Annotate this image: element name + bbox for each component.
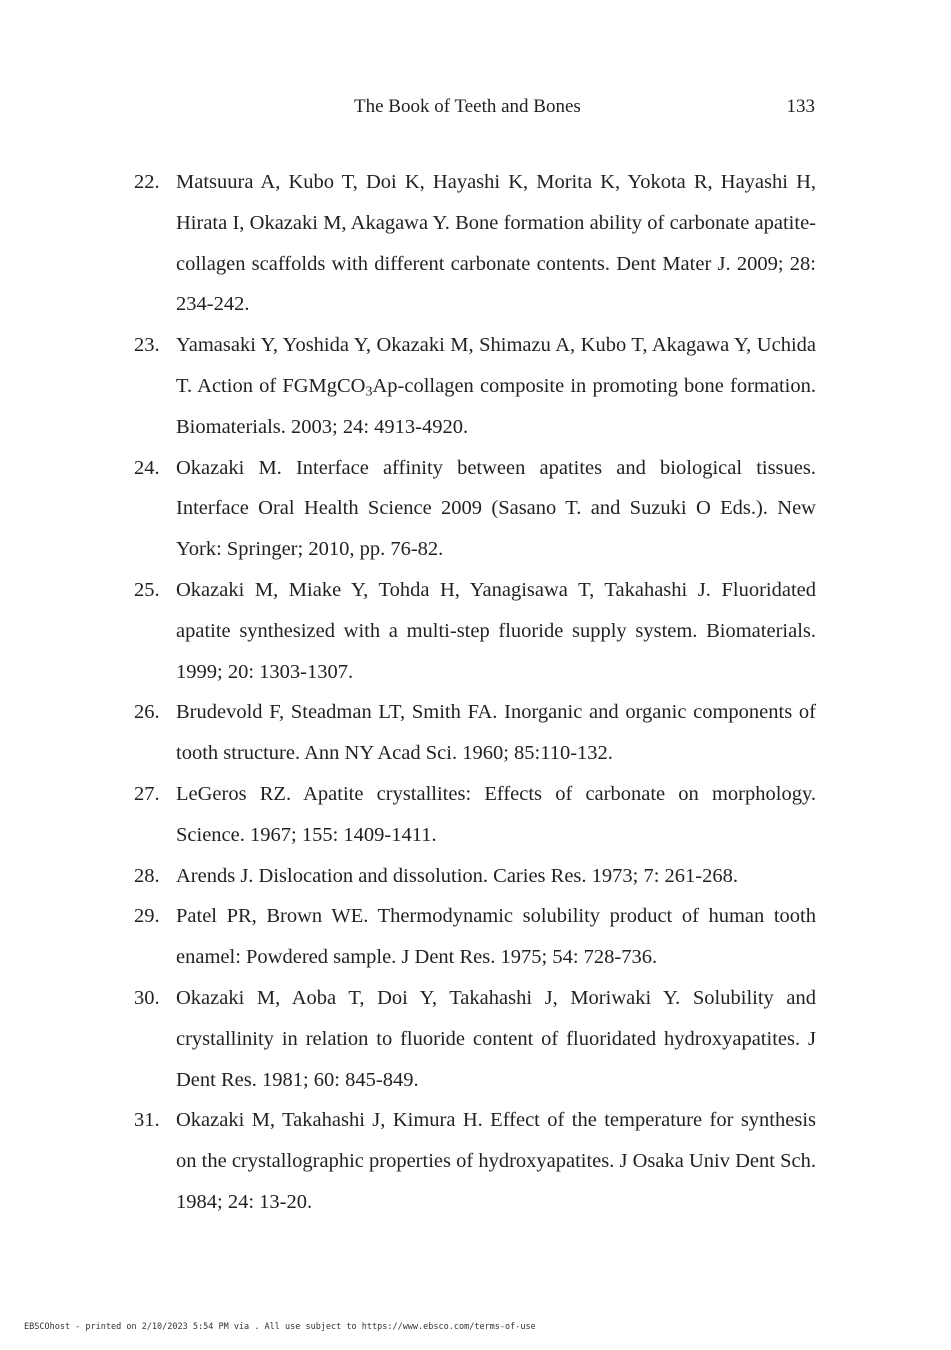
print-footer: EBSCOhost - printed on 2/10/2023 5:54 PM via . All use subject to https://www.ebsco.com/terms-of-use bbox=[24, 1322, 536, 1332]
reference-item bbox=[134, 978, 816, 1100]
reference-item bbox=[134, 448, 816, 570]
reference-text: Okazaki M, Aoba T, Doi Y, Takahashi J, Moriwaki Y. Solubility and crystallinity in relation to fluoride content of fluoridated hydroxyapatites. J Dent Res. 1981; 60: 845-849. bbox=[176, 986, 816, 1091]
page-number: 133 bbox=[786, 96, 815, 117]
reference-item bbox=[134, 774, 816, 856]
reference-number: 25. bbox=[134, 578, 160, 601]
reference-number: 23. bbox=[134, 334, 160, 357]
reference-item bbox=[134, 856, 816, 897]
reference-item bbox=[134, 896, 816, 978]
reference-text: Matsuura A, Kubo T, Doi K, Hayashi K, Morita K, Yokota R, Hayashi H, Hirata I, Okazaki M, Akagawa Y. Bone formation ability of carbonate apatite-collagen scaffolds with different carbonate contents. Dent Mater J. 2009; 28: 234-242. bbox=[176, 171, 816, 316]
running-header bbox=[0, 96, 951, 124]
reference-item bbox=[134, 1100, 816, 1222]
reference-item bbox=[134, 325, 816, 447]
reference-text bbox=[176, 325, 816, 447]
reference-text-part: Ap-collagen composite in promoting bone formation. Biomaterials. 2003; 24: 4913-4920. bbox=[176, 374, 816, 438]
reference-text: Arends J. Dislocation and dissolution. Caries Res. 1973; 7: 261-268. bbox=[176, 864, 738, 887]
reference-number: 22. bbox=[134, 171, 160, 193]
reference-number: 29. bbox=[134, 905, 160, 928]
book-title: The Book of Teeth and Bones bbox=[354, 96, 581, 117]
reference-list bbox=[134, 162, 816, 1223]
reference-number: 26. bbox=[134, 701, 160, 724]
reference-text: Patel PR, Brown WE. Thermodynamic solubility product of human tooth enamel: Powdered sample. J Dent Res. 1975; 54: 728-736. bbox=[176, 905, 816, 969]
reference-number: 27. bbox=[134, 782, 160, 805]
reference-text-part: Yamasaki Y, Yoshida Y, Okazaki M, Shimazu A, Kubo T, Akagawa Y, Uchida T. Action of FGMgCO bbox=[176, 334, 816, 397]
reference-item bbox=[134, 692, 816, 774]
reference-number: 28. bbox=[134, 864, 160, 887]
reference-text: Okazaki M, Takahashi J, Kimura H. Effect of the temperature for synthesis on the crystallographic properties of hydroxyapatites. J Osaka Univ Dent Sch. 1984; 24: 13-20. bbox=[176, 1109, 816, 1213]
reference-number: 30. bbox=[134, 986, 160, 1009]
reference-text: Brudevold F, Steadman LT, Smith FA. Inorganic and organic components of tooth structure. Ann NY Acad Sci. 1960; 85:110-132. bbox=[176, 701, 816, 765]
reference-item bbox=[134, 162, 816, 325]
reference-item bbox=[134, 570, 816, 692]
reference-text: Okazaki M. Interface affinity between apatites and biological tissues. Interface Oral Health Science 2009 (Sasano T. and Suzuki O Eds.). New York: Springer; 2010, pp. 76-82. bbox=[176, 456, 816, 561]
reference-number: 24. bbox=[134, 456, 160, 479]
reference-text: LeGeros RZ. Apatite crystallites: Effects of carbonate on morphology. Science. 1967; 155: 1409-1411. bbox=[176, 782, 816, 846]
reference-text: Okazaki M, Miake Y, Tohda H, Yanagisawa T, Takahashi J. Fluoridated apatite synthesized with a multi-step fluoride supply system. Biomaterials. 1999; 20: 1303-1307. bbox=[176, 578, 816, 683]
reference-number: 31. bbox=[134, 1109, 160, 1132]
subscript: 3 bbox=[365, 384, 373, 400]
